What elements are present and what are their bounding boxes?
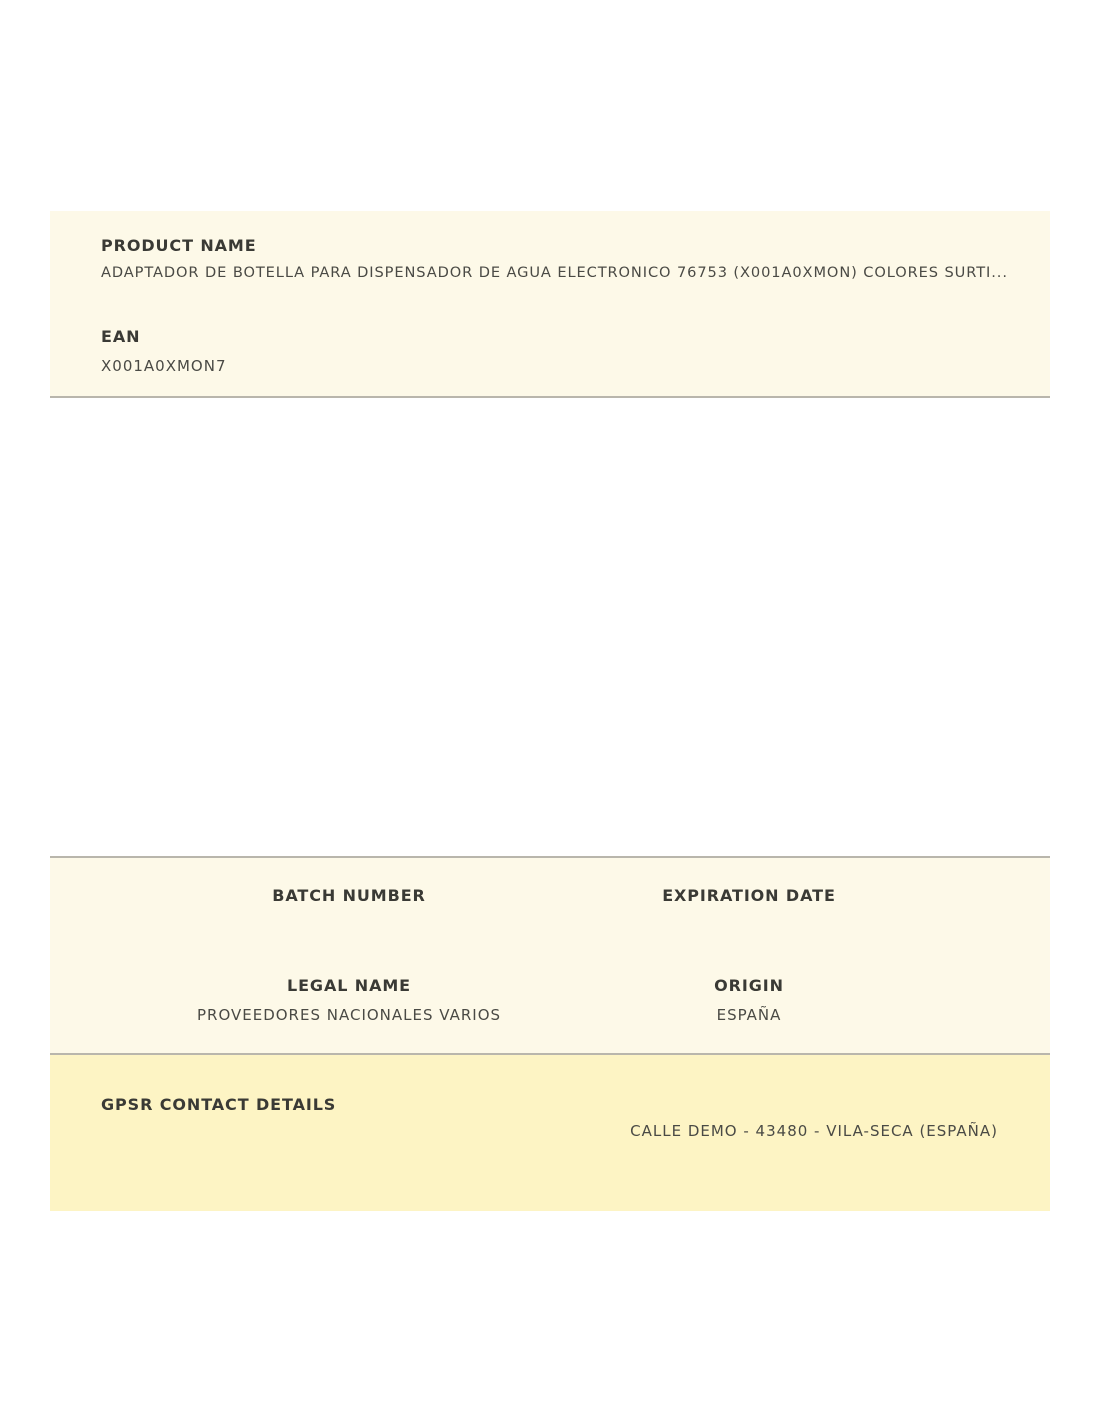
- ean-value: X001A0XMON7: [101, 357, 227, 375]
- gpsr-contact-label: GPSR CONTACT DETAILS: [101, 1095, 337, 1114]
- batch-number-label: BATCH NUMBER: [272, 886, 426, 905]
- product-info-panel: [50, 211, 1050, 398]
- details-panel: [50, 856, 1050, 1055]
- origin-label: ORIGIN: [714, 976, 784, 995]
- ean-label: EAN: [101, 327, 141, 346]
- legal-name-label: LEGAL NAME: [286, 976, 412, 995]
- expiration-date-label: EXPIRATION DATE: [662, 886, 836, 905]
- product-name-label: PRODUCT NAME: [101, 236, 257, 255]
- origin-value: ESPAÑA: [716, 1006, 782, 1024]
- legal-name-value: PROVEEDORES NACIONALES VARIOS: [196, 1006, 502, 1024]
- gpsr-contact-panel: [50, 1055, 1050, 1211]
- gpsr-contact-address: CALLE DEMO - 43480 - VILA-SECA (ESPAÑA): [630, 1122, 998, 1140]
- product-name-value: ADAPTADOR DE BOTELLA PARA DISPENSADOR DE AGUA ELECTRONICO 76753 (X001A0XMON) COLORES SURTI...: [101, 264, 1008, 281]
